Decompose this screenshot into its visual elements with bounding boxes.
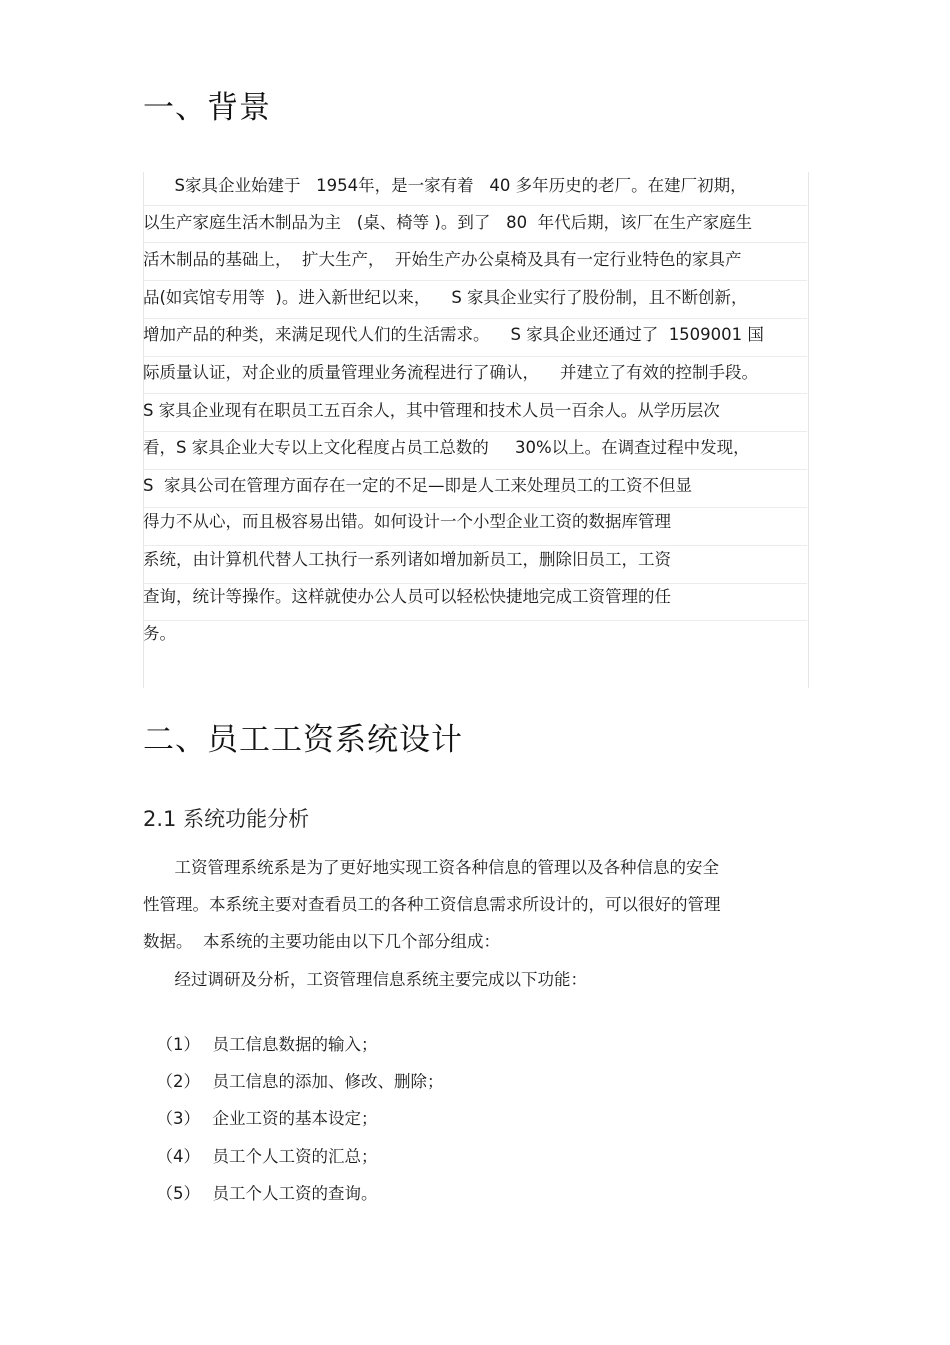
background-line: S 家具企业现有在职员工五百余人，其中管理和技术人员一百余人。从学历层次 — [143, 401, 720, 420]
list-item — [146, 1077, 378, 1128]
background-line: 看，S 家具企业大专以上文化程度占员工总数的 30%以上。在调查过程中发现， — [143, 438, 750, 457]
list-item-number: （5） — [156, 1184, 200, 1203]
background-line: S 家具公司在管理方面存在一定的不足—即是人工来处理员工的工资不但显 — [143, 476, 692, 495]
background-line: 际质量认证，对企业的质量管理业务流程进行了确认， 并建立了有效的控制手段。 — [143, 363, 758, 382]
list-item-number: （4） — [156, 1147, 200, 1166]
paragraph-line: 工资管理系统系是为了更好地实现工资各种信息的管理以及各种信息的安全 — [143, 858, 719, 877]
line-separator — [143, 242, 807, 243]
paragraph-line: 数据。 本系统的主要功能由以下几个部分组成： — [143, 932, 500, 951]
line-separator — [143, 205, 807, 206]
list-item — [146, 1115, 378, 1166]
section-title-background: 一、背景 — [143, 90, 271, 126]
list-item — [146, 1003, 378, 1054]
background-line: 增加产品的种类，来满足现代人们的生活需求。 S 家具企业还通过了 1509001 国 — [143, 325, 764, 344]
line-separator — [143, 318, 807, 319]
background-line: 查询，统计等操作。这样就使办公人员可以轻松快捷地完成工资管理的任 — [143, 587, 671, 606]
list-item-text: 员工个人工资的汇总； — [212, 1147, 378, 1166]
line-separator — [143, 280, 807, 281]
background-line: 品(如宾馆专用等 )。进入新世纪以来， S 家具企业实行了股份制，且不断创新， — [143, 288, 748, 307]
list-item-text: 员工信息数据的输入； — [212, 1035, 378, 1054]
list-item-text: 员工信息的添加、修改、删除； — [212, 1072, 444, 1091]
line-separator — [143, 356, 807, 357]
background-line: 以生产家庭生活木制品为主 (桌、椅等 )。到了 80 年代后期，该厂在生产家庭生 — [143, 213, 753, 232]
background-line: S家具企业始建于 1954年，是一家有着 40 多年历史的老厂。在建厂初期， — [143, 176, 747, 195]
background-line: 务。 — [143, 624, 176, 643]
line-separator — [143, 469, 807, 470]
background-line: 系统，由计算机代替人工执行一系列诸如增加新员工，删除旧员工，工资 — [143, 550, 671, 569]
list-item-text: 企业工资的基本设定； — [212, 1109, 378, 1128]
background-line: 活木制品的基础上， 扩大生产， 开始生产办公桌椅及具有一定行业特色的家具产 — [143, 250, 742, 269]
subsection-title: 2.1 系统功能分析 — [143, 807, 310, 831]
section-title-system-design: 二、员工工资系统设计 — [143, 722, 463, 758]
list-item-number: （2） — [156, 1072, 200, 1091]
list-item — [146, 1152, 378, 1203]
line-separator — [143, 393, 807, 394]
list-item-number: （3） — [156, 1109, 200, 1128]
paragraph-line: 经过调研及分析，工资管理信息系统主要完成以下功能： — [143, 970, 587, 989]
list-item-text: 员工个人工资的查询。 — [212, 1184, 378, 1203]
line-separator — [143, 431, 807, 432]
paragraph-line: 性管理。本系统主要对查看员工的各种工资信息需求所设计的，可以很好的管理 — [143, 895, 721, 914]
list-item-number: （1） — [156, 1035, 200, 1054]
list-item — [146, 1040, 444, 1091]
background-line: 得力不从心，而且极容易出错。如何设计一个小型企业工资的数据库管理 — [143, 512, 671, 531]
